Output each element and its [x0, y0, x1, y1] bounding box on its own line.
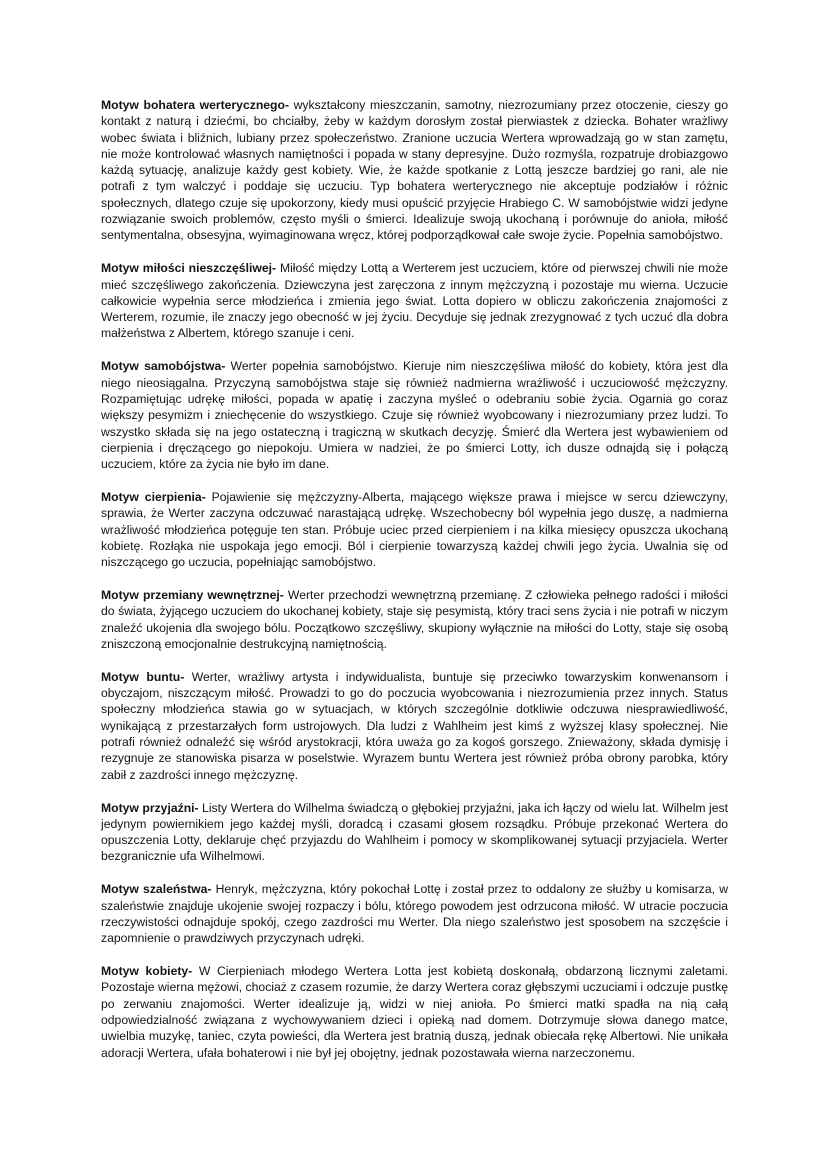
section-title: Motyw kobiety-	[101, 964, 193, 979]
section-body: Werter, wrażliwy artysta i indywidualista, buntuje się przeciwko towarzyskim konwenansom i obyczajom, niszczącym miłość. Prowadzi to go do poczucia wyobcowania i niezrozumienia przez innych. Status społeczny młodzieńca stawia go w sytuacjach, w których szczególnie dotkliwie odczuwa niesprawiedliwość, wynikającą z przestarzałych form ustrojowych. Dla ludzi z Wahlheim jest kimś z wyższej klasy społecznej. Nie potrafi również odnaleźć się wśród arystokracji, która uważa go za kogoś gorszego. Znieważony, składa dymisję i rezygnuje ze stanowiska pisarza w poselstwie. Wyrazem buntu Wertera jest również próba obrony parobka, który zabił z zazdrości innego mężczyznę.	[101, 669, 728, 782]
section-title: Motyw miłości nieszczęśliwej-	[101, 261, 277, 276]
paragraph	[101, 669, 728, 783]
paragraph	[101, 260, 728, 341]
section-title: Motyw samobójstwa-	[101, 359, 226, 374]
section-cierpienie	[101, 489, 728, 570]
section-title: Motyw przemiany wewnętrznej-	[101, 588, 284, 603]
section-body: W Cierpieniach młodego Wertera Lotta jest kobietą doskonałą, obdarzoną licznymi zaletami. Pozostaje wierna mężowi, chociaż z czasem rozumie, że darzy Wertera coraz głębszymi uczuciami i odczuje pustkę po zerwaniu znajomości. Werter idealizuje ją, widzi w niej anioła. Po śmierci matki spadła na nią całą odpowiedzialność związana z wychowywaniem dzieci i opieką nad domem. Dotrzymuje słowa danego matce, uwielbia muzykę, taniec, czyta powieści, dla Wertera jest bratnią duszą, jednak obiecała rękę Albertowi. Nie unikała adoracji Wertera, ufała bohaterowi i nie był jej obojętny, jednak pozostawała wierna narzeczonemu.	[101, 964, 729, 1060]
paragraph	[101, 800, 728, 865]
section-body: Werter popełnia samobójstwo. Kieruje nim nieszczęśliwa miłość do kobiety, która jest dla niego nieosiągalna. Przyczyną samobójstwa staje się również nadmierna wrażliwość i uczuciowość mężczyzny. Rozpamiętując udrękę miłości, popada w apatię i zaczyna myśleć o odebraniu sobie życia. Ogarnia go coraz większy pesymizm i zniechęcenie do wszystkiego. Czuje się również wyobcowany i niezrozumiany przez ludzi. To wszystko składa się na jego ostateczną i tragiczną w skutkach decyzję. Śmierć dla Wertera jest wybawieniem od cierpienia i dręczącego go niepokoju. Umiera w nadziei, że po śmierci Lotty, ich dusze odnajdą się i połączą uczuciem, które za życia nie było im dane.	[101, 359, 728, 472]
paragraph	[101, 881, 728, 946]
section-title: Motyw cierpienia-	[101, 490, 206, 505]
section-body: Henryk, mężczyzna, który pokochał Lottę i został przez to oddalony ze służby u komisarza, w szaleństwie znajduje ukojenie swojej rozpaczy i bólu, którego powodem jest odrzucona miłość. W utracie poczucia rzeczywistości odnajduje spokój, czego zazdrości mu Werter. Dla niego szaleństwo jest sposobem na szczęście i zapomnienie o prawdziwych przyczynach udręki.	[101, 882, 728, 946]
section-body: Miłość między Lottą a Werterem jest uczuciem, które od pierwszej chwili nie może mieć szczęśliwego zakończenia. Dziewczyna jest zaręczona z innym mężczyzną i pozostaje mu wierna. Uczucie całkowicie wypełnia serce młodzieńca i zmienia jego świat. Lotta dopiero w obliczu zakończenia znajomości z Werterem, rozumie, ile znaczy jego obecność w jej życiu. Decyduje się jednak zrezygnować z tych uczuć dla dobra małżeństwa z Albertem, którego szanuje i ceni.	[101, 261, 728, 341]
section-bunt	[101, 669, 728, 783]
section-kobieta	[101, 963, 728, 1061]
section-bohater-werteryczny	[101, 97, 728, 244]
section-przyjazn	[101, 800, 728, 865]
section-przemiana-wewnetrzna	[101, 587, 728, 652]
paragraph	[101, 489, 728, 570]
paragraph	[101, 358, 728, 472]
paragraph	[101, 587, 728, 652]
section-title: Motyw buntu-	[101, 669, 185, 684]
section-milosc-nieszczesliwa	[101, 260, 728, 341]
section-body: wykształcony mieszczanin, samotny, niezrozumiany przez otoczenie, cieszy go kontakt z naturą i dziećmi, bo chciałby, żeby w każdym dorosłym został pierwiastek z dziecka. Bohater wrażliwy wobec świata i bliźnich, lubiany przez społeczeństwo. Zranione uczucia Wertera wprowadzają go w stan zamętu, nie może kontrolować własnych namiętności i popada w stany depresyjne. Dużo rozmyśla, rozpatruje drobiazgowo każdą sytuację, analizuje każdy gest kobiety. Wie, że każde spotkanie z Lottą jeszcze bardziej go rani, ale nie potrafi z tym walczyć i poddaje się uczuciu. Typ bohatera werterycznego nie akceptuje podziałów i różnic społecznych, dlatego czuje się upokorzony, kiedy musi opuścić przyjęcie Hrabiego C. W samobójstwie widzi jedyne rozwiązanie swoich problemów, często myśli o śmierci. Idealizuje swoją ukochaną i porównuje do anioła, miłość sentymentalna, obsesyjna, wyimaginowana wręcz, której podporządkował całe swoje życie. Popełnia samobójstwo.	[101, 98, 728, 243]
paragraph	[101, 97, 728, 244]
document-page	[101, 97, 728, 1077]
section-title: Motyw przyjaźni-	[101, 800, 199, 815]
section-body: Pojawienie się mężczyzny-Alberta, mającego większe prawa i miejsce w sercu dziewczyny, sprawia, że Werter zaczyna odczuwać narastającą udrękę. Wszechobecny ból wypełnia jego duszę, a nadmierna wrażliwość młodzieńca potęguje ten stan. Próbuje uciec przed cierpieniem i na kilka miesięcy opuszcza ukochaną kobietę. Rozłąka nie uspokaja jego emocji. Ból i cierpienie towarzyszą każdej chwili jego życia. Uwalnia się od niszczącego go uczucia, popełniając samobójstwo.	[101, 490, 728, 570]
section-title: Motyw bohatera werterycznego-	[101, 98, 289, 112]
section-szalenstwo	[101, 881, 728, 946]
paragraph	[101, 963, 728, 1061]
section-body: Werter przechodzi wewnętrzną przemianę. Z człowieka pełnego radości i miłości do świata, żyjącego uczuciem do ukochanej kobiety, staje się pesymistą, który traci sens życia i nie potrafi w niczym znaleźć ukojenia dla swojego bólu. Początkowo szczęśliwy, skupiony wyłącznie na miłości do Lotty, staje się osobą zniszczoną emocjonalnie destrukcyjną namiętnością.	[101, 588, 728, 651]
section-body: Listy Wertera do Wilhelma świadczą o głębokiej przyjaźni, jaka ich łączy od wielu lat. Wilhelm jest jedynym powiernikiem jego każdej myśli, doradcą i czasami głosem rozsądku. Próbuje przekonać Wertera do opuszczenia Lotty, deklaruje chęć przyjazdu do Wahlheim i pomocy w skomplikowanej sytuacji przyjaciela. Werter bezgranicznie ufa Wilhelmowi.	[101, 800, 728, 864]
section-title: Motyw szaleństwa-	[101, 882, 212, 897]
section-samobojstwo	[101, 358, 728, 472]
